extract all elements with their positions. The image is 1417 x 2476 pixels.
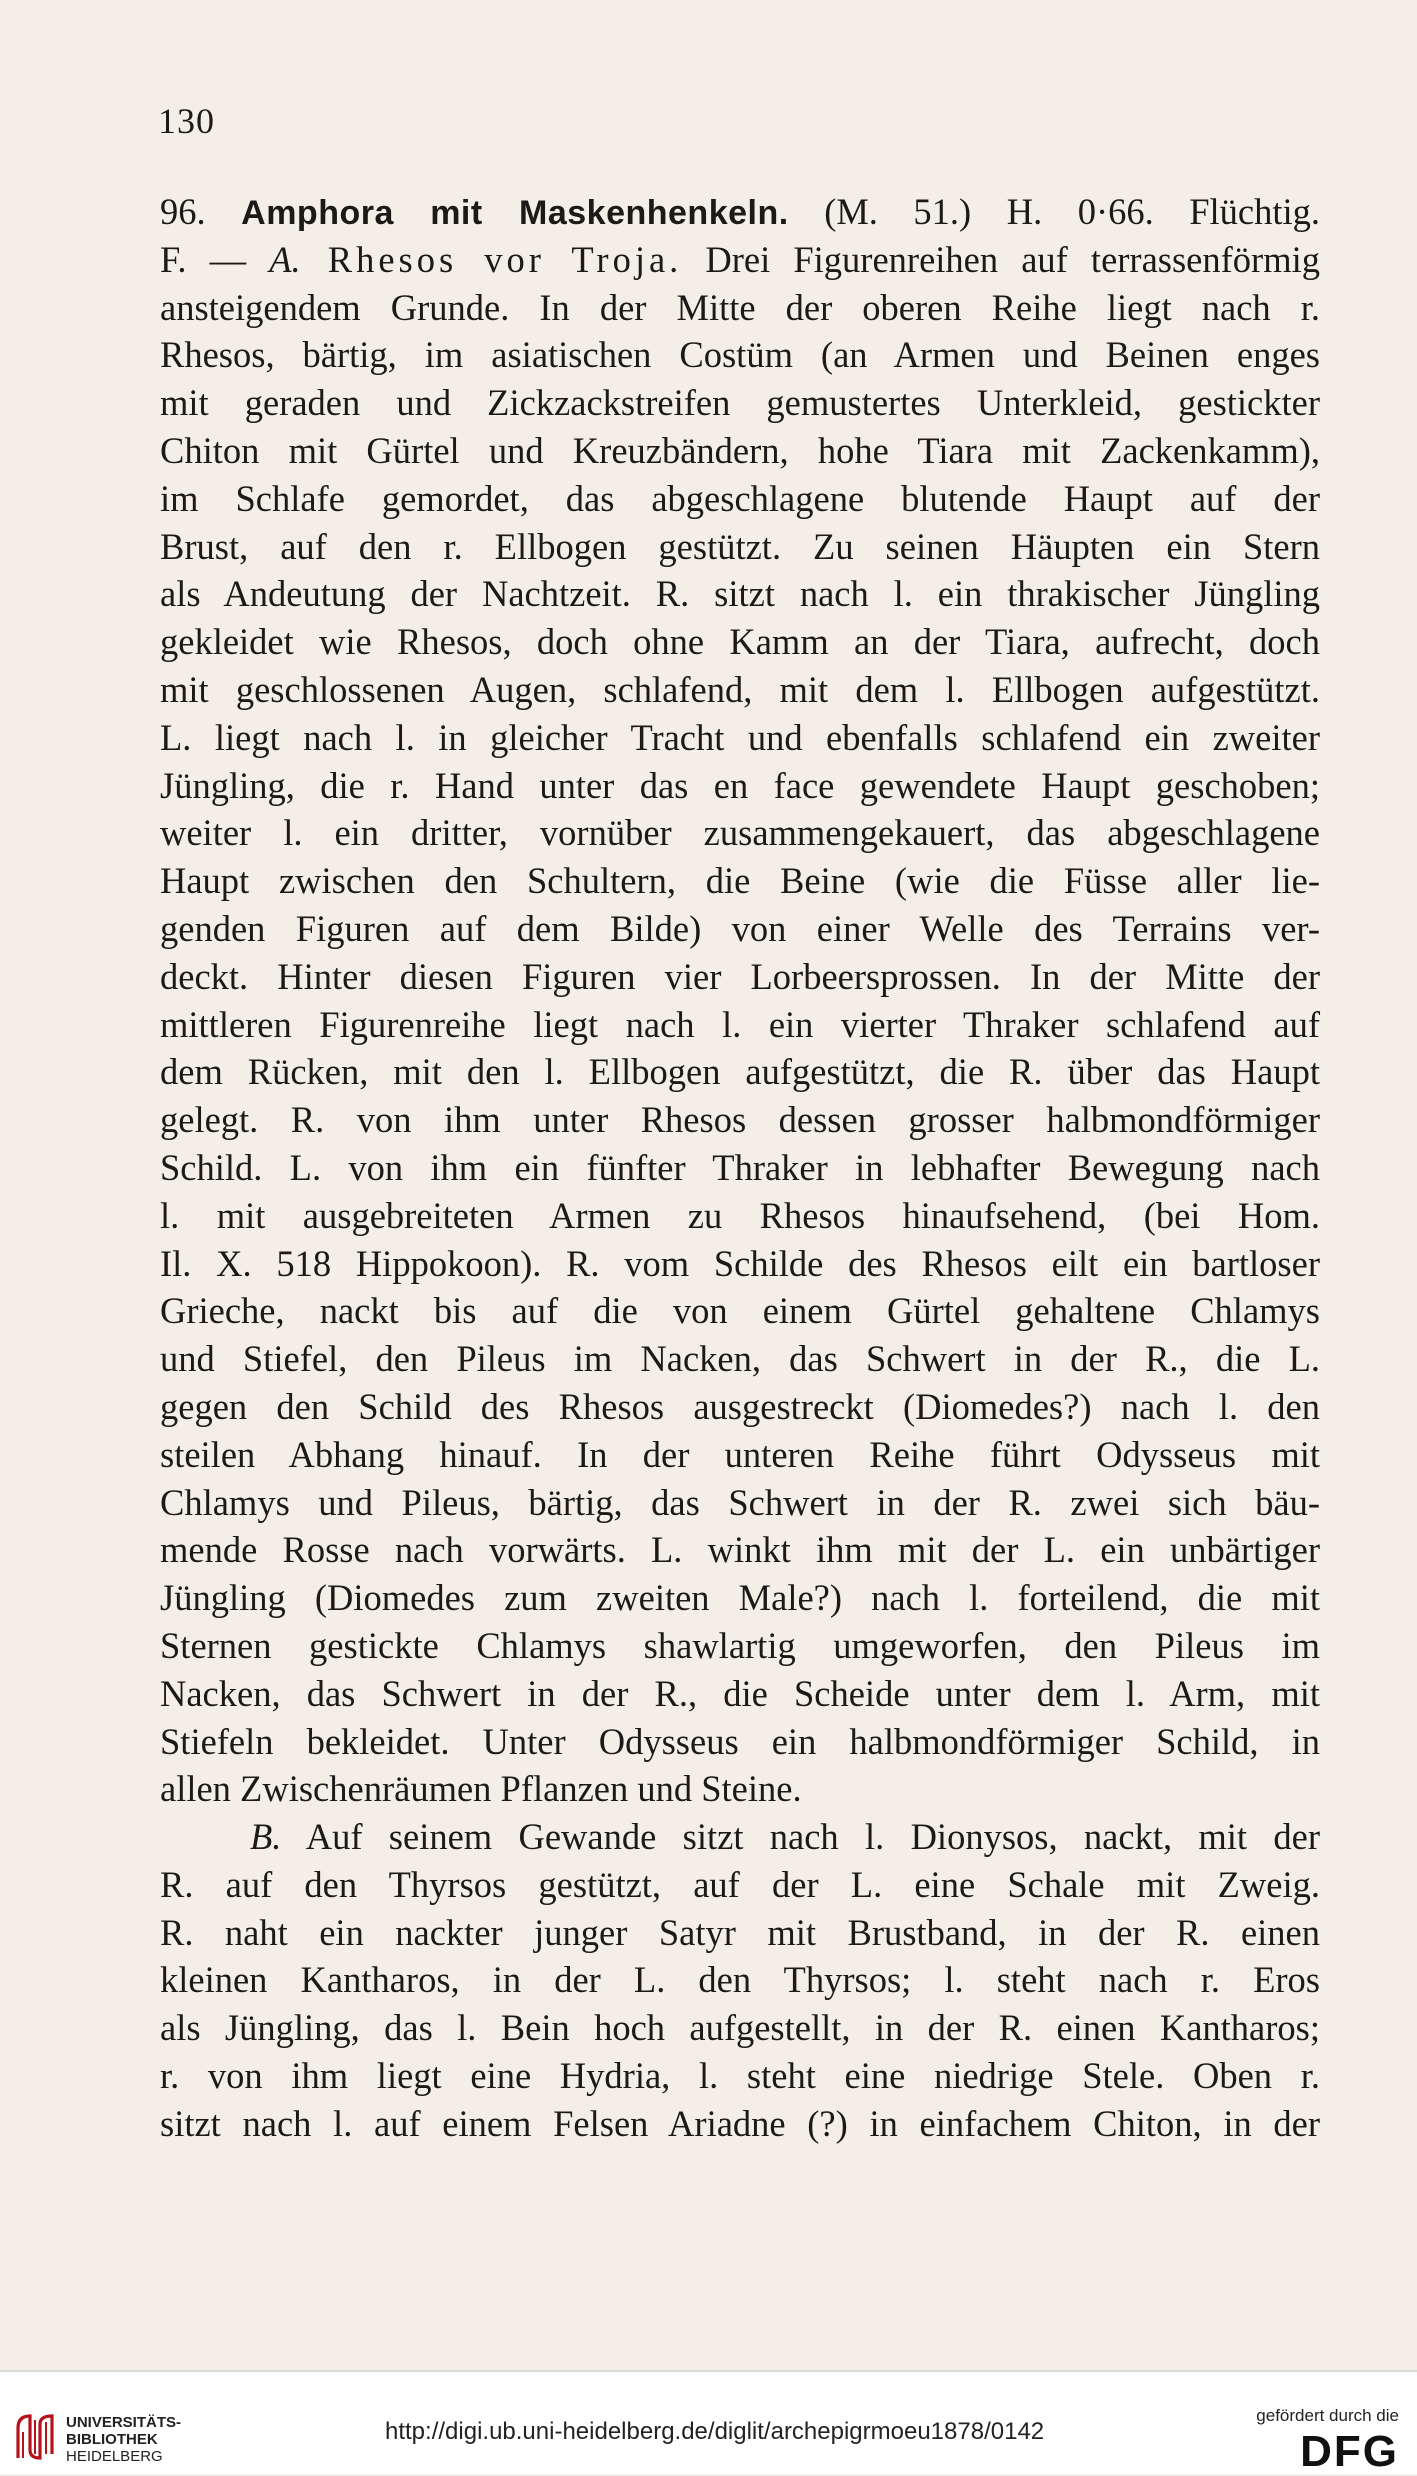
- footer-bar: [0, 2370, 1417, 2474]
- text-line: [160, 1861, 1320, 1909]
- text-line-text: als Jüngling, das l. Bein hoch aufgestellt, in der R. einen Kantharos;: [160, 2007, 1320, 2049]
- text-line: [160, 1765, 1320, 1813]
- text-line: [160, 427, 1320, 475]
- text-line: [160, 953, 1320, 1001]
- text-line-text: R. auf den Thyrsos gestützt, auf der L. eine Schale mit Zweig.: [160, 1863, 1320, 1905]
- text-line: [160, 1479, 1320, 1527]
- text-line-text: Jüngling (Diomedes zum zweiten Male?) nach l. forteilend, die mit: [160, 1577, 1320, 1619]
- text-line: [160, 284, 1320, 332]
- text-line: [160, 2100, 1320, 2148]
- text-line-text: Chlamys und Pileus, bärtig, das Schwert in der R. zwei sich bäu-: [160, 1481, 1320, 1523]
- text-line-text: L. liegt nach l. in gleicher Tracht und ebenfalls schlafend ein zweiter: [160, 716, 1320, 758]
- text-line-post: Auf seinem Gewande sitzt nach l. Dionysos, nackt, mit der: [281, 1816, 1320, 1858]
- text-line: [160, 236, 1320, 284]
- text-line-italic: B.: [250, 1816, 282, 1858]
- text-line: [160, 1956, 1320, 2004]
- text-line-text: gekleidet wie Rhesos, doch ohne Kamm an der Tiara, aufrecht, doch: [160, 621, 1320, 663]
- text-line-text: Grieche, nackt bis auf die von einem Gürtel gehaltene Chlamys: [160, 1290, 1320, 1332]
- text-line-text: Haupt zwischen den Schultern, die Beine (wie die Füsse aller lie-: [160, 860, 1320, 902]
- text-line-text: steilen Abhang hinauf. In der unteren Reihe führt Odysseus mit: [160, 1433, 1320, 1475]
- text-line: [160, 1383, 1320, 1431]
- text-line-text: l. mit ausgebreiteten Armen zu Rhesos hinaufsehend, (bei Hom.: [160, 1194, 1320, 1236]
- text-line-text: R. naht ein nackter junger Satyr mit Brustband, in der R. einen: [160, 1911, 1320, 1953]
- library-name-line1: UNIVERSITÄTS-: [66, 2414, 182, 2431]
- library-name-line2: BIBLIOTHEK: [66, 2431, 158, 2448]
- entry-heading-line: [160, 188, 1320, 236]
- text-line-text: Chiton mit Gürtel und Kreuzbändern, hohe Tiara mit Zackenkamm),: [160, 429, 1320, 471]
- text-line-text: kleinen Kantharos, in der L. den Thyrsos; l. steht nach r. Eros: [160, 1959, 1320, 2001]
- text-line: [160, 1048, 1320, 1096]
- text-line: [160, 1909, 1320, 1957]
- text-line: [160, 1144, 1320, 1192]
- text-line: [160, 1526, 1320, 1574]
- text-line-text: und Stiefel, den Pileus im Nacken, das Schwert in der R., die L.: [160, 1338, 1320, 1380]
- text-line: [160, 762, 1320, 810]
- text-line-text: Schild. L. von ihm ein fünfter Thraker in lebhafter Bewegung nach: [160, 1146, 1320, 1188]
- text-line: [160, 2004, 1320, 2052]
- text-line-text: Il. X. 518 Hippokoon). R. vom Schilde des Rhesos eilt ein bartloser: [160, 1242, 1320, 1284]
- text-line: [160, 1574, 1320, 1622]
- text-line: [160, 857, 1320, 905]
- text-line-pre: F. —: [160, 238, 270, 280]
- text-line: [160, 666, 1320, 714]
- text-line-spaced: Rhesos vor Troja.: [300, 238, 683, 280]
- text-line: [160, 618, 1320, 666]
- entry-number: 96.: [160, 191, 206, 232]
- library-name: [66, 2414, 181, 2465]
- catalog-entry-text: [160, 188, 1320, 2148]
- text-line-text: Stiefeln bekleidet. Unter Odysseus ein halbmondförmiger Schild, in: [160, 1720, 1320, 1762]
- footer-divider: [0, 2370, 1417, 2372]
- text-line: [160, 570, 1320, 618]
- text-line-text: allen Zwischenräumen Pflanzen und Steine.: [160, 1768, 802, 1810]
- text-line: [160, 331, 1320, 379]
- text-line-italic: A.: [269, 238, 301, 280]
- text-line-text: Nacken, das Schwert in der R., die Scheide unter dem l. Arm, mit: [160, 1672, 1320, 1714]
- text-line: [160, 1192, 1320, 1240]
- text-line-text: mittleren Figurenreihe liegt nach l. ein vierter Thraker schlafend auf: [160, 1003, 1320, 1045]
- text-line-text: gegen den Schild des Rhesos ausgestreckt (Diomedes?) nach l. den: [160, 1385, 1320, 1427]
- dfg-logo: DFG: [1300, 2427, 1399, 2476]
- text-line-text: sitzt nach l. auf einem Felsen Ariadne (?) in einfachem Chiton, in der: [160, 2102, 1320, 2144]
- text-line: [160, 1240, 1320, 1288]
- funded-by-label: gefördert durch die: [1256, 2406, 1399, 2425]
- entry-heading-rest: (M. 51.) H. 0·66. Flüchtig.: [824, 191, 1321, 232]
- text-line-text: im Schlafe gemordet, das abgeschlagene blutende Haupt auf der: [160, 477, 1320, 519]
- text-line-text: r. von ihm liegt eine Hydria, l. steht eine niedrige Stele. Oben r.: [160, 2055, 1320, 2097]
- text-line-text: deckt. Hinter diesen Figuren vier Lorbeersprossen. In der Mitte der: [160, 955, 1320, 997]
- body-lines: [160, 236, 1320, 2148]
- text-line-text: Sternen gestickte Chlamys shawlartig umgeworfen, den Pileus im: [160, 1624, 1320, 1666]
- text-line-text: gelegt. R. von ihm unter Rhesos dessen grosser halbmondförmiger: [160, 1099, 1320, 1141]
- text-line-text: dem Rücken, mit den l. Ellbogen aufgestützt, die R. über das Haupt: [160, 1051, 1320, 1093]
- text-line-text: mit geschlossenen Augen, schlafend, mit dem l. Ellbogen aufgestützt.: [160, 668, 1320, 710]
- text-line: [160, 905, 1320, 953]
- text-line-post: Drei Figurenreihen auf terrassenförmig: [682, 238, 1320, 280]
- text-line-text: weiter l. ein dritter, vornüber zusammengekauert, das abgeschlagene: [160, 812, 1320, 854]
- permalink-url[interactable]: http://digi.ub.uni-heidelberg.de/diglit/archepigrmoeu1878/0142: [385, 2418, 1045, 2445]
- text-line: [160, 1431, 1320, 1479]
- page-number: 130: [158, 101, 215, 141]
- university-library-logo-icon: [14, 2410, 56, 2462]
- text-line-text: mende Rosse nach vorwärts. L. winkt ihm mit der L. ein unbärtiger: [160, 1529, 1320, 1571]
- library-name-line3: HEIDELBERG: [66, 2448, 163, 2465]
- text-line: [160, 714, 1320, 762]
- text-line: [160, 1718, 1320, 1766]
- text-line: [160, 2052, 1320, 2100]
- text-line: [160, 1096, 1320, 1144]
- text-line: [160, 1813, 1320, 1861]
- text-line-text: Jüngling, die r. Hand unter das en face gewendete Haupt geschoben;: [160, 764, 1320, 806]
- text-line-text: mit geraden und Zickzackstreifen gemustertes Unterkleid, gestickter: [160, 382, 1320, 424]
- text-line-text: als Andeutung der Nachtzeit. R. sitzt nach l. ein thrakischer Jüngling: [160, 573, 1320, 615]
- text-line: [160, 523, 1320, 571]
- text-line: [160, 1670, 1320, 1718]
- text-line: [160, 1335, 1320, 1383]
- text-line: [160, 475, 1320, 523]
- entry-title: Amphora mit Maskenhenkeln.: [241, 194, 789, 232]
- text-line: [160, 809, 1320, 857]
- text-line: [160, 1001, 1320, 1049]
- text-line-text: Brust, auf den r. Ellbogen gestützt. Zu seinen Häupten ein Stern: [160, 525, 1320, 567]
- text-line-text: genden Figuren auf dem Bilde) von einer Welle des Terrains ver-: [160, 907, 1320, 949]
- text-line-text: ansteigendem Grunde. In der Mitte der oberen Reihe liegt nach r.: [160, 286, 1320, 328]
- text-line: [160, 1622, 1320, 1670]
- text-line: [160, 1287, 1320, 1335]
- text-line: [160, 379, 1320, 427]
- text-line-text: Rhesos, bärtig, im asiatischen Costüm (an Armen und Beinen enges: [160, 334, 1320, 376]
